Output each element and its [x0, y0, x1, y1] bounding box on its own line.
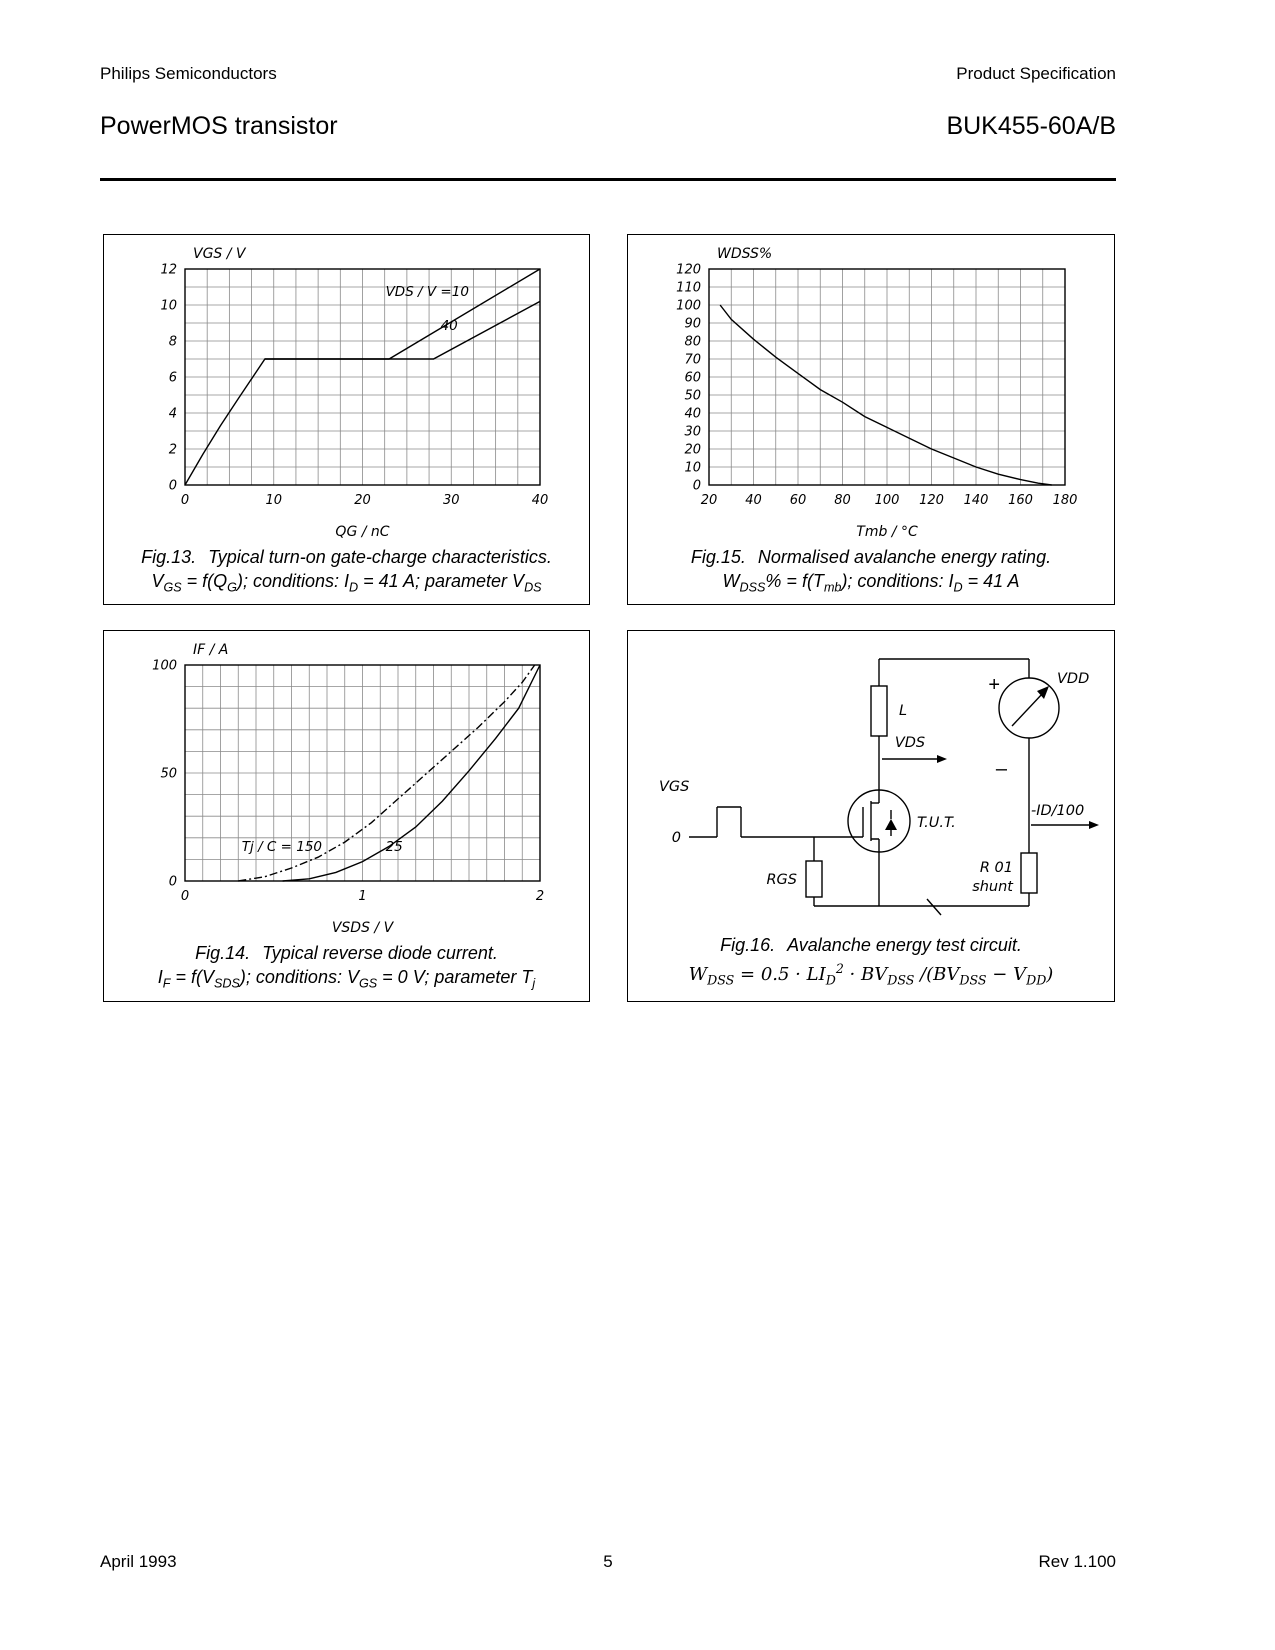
figure-13-label: Fig.13.	[141, 547, 197, 567]
svg-text:50: 50	[684, 388, 701, 404]
svg-text:20: 20	[354, 493, 371, 508]
svg-text:40: 40	[440, 318, 458, 335]
svg-text:20: 20	[684, 442, 701, 458]
vdd-arrow-line	[1012, 693, 1043, 726]
svg-text:0: 0	[168, 478, 177, 494]
part-number: BUK455-60A/B	[946, 112, 1116, 140]
svg-text:140: 140	[963, 493, 989, 508]
svg-text:60: 60	[789, 493, 807, 508]
svg-text:0: 0	[180, 889, 190, 904]
svg-text:0: 0	[692, 478, 701, 494]
header-rule	[100, 178, 1116, 181]
tut-label: T.U.T.	[917, 815, 956, 831]
rgs-label: RGS	[766, 872, 797, 888]
circuit-wires	[689, 659, 1089, 915]
inductor-label: L	[899, 703, 908, 719]
footer-page-number: 5	[603, 1552, 613, 1571]
figure-14-caption	[104, 941, 589, 993]
minus-sign: –	[995, 758, 1007, 780]
vds-label: VDS	[894, 735, 926, 751]
svg-text:80: 80	[834, 493, 851, 508]
svg-text:30: 30	[442, 493, 460, 508]
source-wire	[871, 839, 879, 906]
id-arrowhead	[1089, 821, 1099, 829]
svg-text:12: 12	[160, 262, 177, 278]
rgs-resistor	[806, 861, 822, 897]
ground-tick	[927, 899, 941, 915]
svg-text:Tj / C = 150: Tj / C = 150	[241, 838, 323, 855]
body-diode-icon	[885, 819, 897, 830]
header-company: Philips Semiconductors	[100, 64, 277, 83]
figure-13-caption-text: Typical turn-on gate-charge characteristics.	[208, 547, 552, 567]
footer-date: April 1993	[100, 1552, 177, 1571]
gate-pulse-wire	[689, 807, 863, 837]
figure-14-label: Fig.14.	[195, 943, 251, 963]
shunt-resistor	[1021, 853, 1037, 893]
figure-16-caption-text: Avalanche energy test circuit.	[787, 935, 1022, 955]
figure-13-caption	[104, 545, 589, 597]
svg-text:2: 2	[535, 889, 545, 904]
svg-text:90: 90	[684, 316, 701, 332]
r01-label: R 01	[979, 860, 1013, 876]
svg-text:QG / nC: QG / nC	[335, 524, 390, 540]
svg-text:80: 80	[684, 334, 701, 350]
svg-text:WDSS%: WDSS%	[717, 246, 773, 262]
svg-text:30: 30	[684, 424, 701, 440]
reverse-diode-chart	[105, 631, 588, 939]
svg-text:25: 25	[385, 838, 403, 855]
svg-text:160: 160	[1008, 493, 1033, 508]
svg-text:40: 40	[745, 493, 762, 508]
svg-text:40: 40	[684, 406, 701, 422]
inductor-component	[871, 686, 887, 736]
figure-15-caption-detail: $W_{DSS}\% = f(T_{mb})$; conditions: $I_D = 41$ A	[722, 571, 1020, 595]
id-arrow-label: -ID/100	[1031, 803, 1085, 819]
svg-text:10: 10	[684, 460, 701, 476]
svg-text:1: 1	[358, 889, 367, 904]
product-title: PowerMOS transistor	[100, 112, 338, 140]
svg-text:40: 40	[531, 493, 549, 508]
svg-text:IF / A: IF / A	[193, 642, 229, 658]
vdd-label: VDD	[1057, 671, 1090, 687]
svg-text:4: 4	[168, 406, 177, 422]
svg-text:0: 0	[168, 874, 177, 890]
zero-level-label: 0	[671, 830, 681, 846]
svg-text:110: 110	[676, 280, 701, 296]
svg-text:120: 120	[919, 493, 944, 508]
figure-15-caption	[628, 545, 1114, 597]
svg-text:VSDS / V: VSDS / V	[331, 920, 394, 936]
svg-text:60: 60	[684, 370, 701, 386]
svg-text:Tmb / °C: Tmb / °C	[856, 524, 918, 540]
figure-14-panel	[103, 630, 590, 1002]
figure-13-panel	[103, 234, 590, 605]
title-row	[100, 112, 1116, 141]
plus-sign: +	[988, 674, 1000, 696]
avalanche-energy-chart	[629, 235, 1113, 543]
figure-15-caption-text: Normalised avalanche energy rating.	[757, 547, 1052, 567]
svg-text:100: 100	[152, 658, 177, 674]
svg-text:10: 10	[160, 298, 177, 314]
page-header	[100, 64, 1116, 84]
svg-text:70: 70	[684, 352, 701, 368]
figure-16-label: Fig.16.	[720, 935, 776, 955]
svg-text:10: 10	[265, 493, 283, 508]
svg-text:VGS / V: VGS / V	[193, 246, 246, 262]
svg-text:120: 120	[676, 262, 701, 278]
gate-charge-chart	[105, 235, 588, 543]
svg-text:100: 100	[874, 493, 900, 508]
svg-text:0: 0	[180, 493, 190, 508]
figure-16-caption	[628, 933, 1114, 989]
svg-text:8: 8	[168, 334, 177, 350]
svg-text:20: 20	[700, 493, 718, 508]
figure-15-panel	[627, 234, 1115, 605]
figure-15-label: Fig.15.	[690, 547, 746, 567]
avalanche-test-circuit-diagram	[629, 631, 1113, 931]
figure-16-panel	[627, 630, 1115, 1002]
svg-text:2: 2	[168, 442, 177, 458]
figure-16-formula: $W_{DSS} = 0.5 \cdot LI_D^2 \cdot BV_{DSS}$ $/(BV_{DSS} - V_{DD})$	[688, 961, 1054, 988]
header-doc-type: Product Specification	[956, 64, 1116, 83]
vgs-label: VGS	[659, 779, 690, 795]
svg-text:180: 180	[1052, 493, 1078, 508]
figure-14-caption-text: Typical reverse diode current.	[262, 943, 498, 963]
svg-text:100: 100	[676, 298, 701, 314]
figure-13-caption-detail: $V_{GS} = f(Q_G)$; conditions: $I_D = 41$ A; parameter $V_{DS}$	[151, 571, 542, 595]
figure-14-caption-detail: $I_F = f(V_{SDS})$; conditions: $V_{GS} = 0$ V; parameter $T_j$	[157, 967, 536, 991]
svg-text:50: 50	[160, 766, 177, 782]
vds-arrowhead	[937, 755, 947, 763]
shunt-label: shunt	[972, 879, 1013, 895]
svg-text:VDS / V =10: VDS / V =10	[385, 284, 469, 300]
svg-text:6: 6	[168, 370, 177, 386]
page-footer	[100, 1552, 1116, 1572]
footer-revision: Rev 1.100	[1038, 1552, 1116, 1571]
